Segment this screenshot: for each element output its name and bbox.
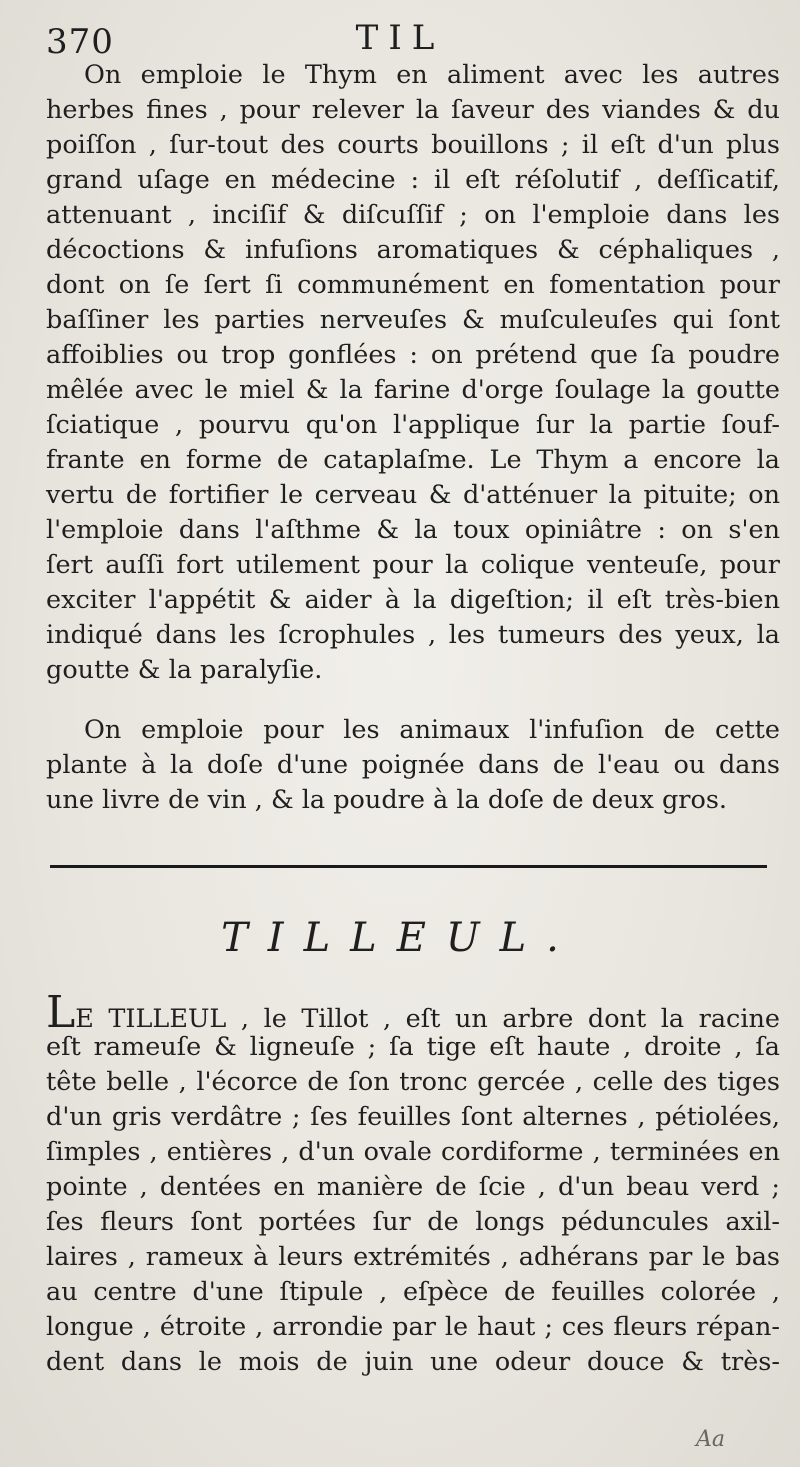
section-divider-rule <box>50 865 767 868</box>
text-line: ſimples , entières , d'un ovale cordiforme , terminées en <box>46 1137 780 1167</box>
drop-cap: L <box>46 987 76 1038</box>
text-line: ſciatique , pourvu qu'on l'applique ſur la partie ſouf- <box>46 410 780 440</box>
text-line: goutte & la paralyſie. <box>46 655 323 685</box>
text-line: exciter l'appétit & aider à la digeſtion; il eſt très-bien <box>46 585 780 615</box>
headword: E TILLEUL <box>75 1004 227 1034</box>
tilleul-paragraph <box>46 987 780 1380</box>
text-line: affoiblies ou trop gonflées : on prétend que ſa poudre <box>46 340 780 370</box>
text-line: indiqué dans les ſcrophules , les tumeurs des yeux, la <box>46 620 780 650</box>
first-line-text: , le Tillot , eſt un arbre dont la racine <box>240 1004 780 1034</box>
signature-mark: Aa <box>696 1427 726 1452</box>
text-line: longue , étroite , arrondie par le haut ; ces fleurs répan- <box>46 1312 780 1342</box>
text-line: grand uſage en médecine : il eſt réſolutif , deſſicatif, <box>46 165 780 195</box>
text-line-first <box>46 987 780 1038</box>
text-line: une livre de vin , & la poudre à la doſe de deux gros. <box>46 785 728 815</box>
text-line: d'un gris verdâtre ; ſes feuilles ſont alternes , pétiolées, <box>46 1102 780 1132</box>
text-line: laires , rameux à leurs extrémités , adhérans par le bas <box>46 1242 780 1272</box>
text-line: attenuant , inciſif & diſcuſſif ; on l'emploie dans les <box>46 200 780 230</box>
text-line: décoctions & infuſions aromatiques & céphaliques , <box>46 235 780 265</box>
text-line: au centre d'une ſtipule , eſpèce de feuilles colorée , <box>46 1277 780 1307</box>
page-number: 370 <box>46 22 114 62</box>
text-line: frante en forme de cataplaſme. Le Thym a encore la <box>46 445 780 475</box>
text-line: dont on ſe ſert ſi communément en fomentation pour <box>46 270 780 300</box>
text-line: dent dans le mois de juin une odeur douce & très- <box>46 1347 780 1377</box>
text-line: On emploie le Thym en aliment avec les autres <box>84 60 780 90</box>
text-line: vertu de fortifier le cerveau & d'atténuer la pituite; on <box>46 480 780 510</box>
thyme-animals-paragraph <box>46 713 780 818</box>
text-line: eſt rameuſe & ligneuſe ; ſa tige eſt haute , droite , ſa <box>46 1032 780 1062</box>
text-line: On emploie pour les animaux l'infuſion de cette <box>84 715 780 745</box>
text-line: mêlée avec le miel & la farine d'orge ſoulage la goutte <box>46 375 780 405</box>
text-line: ſes fleurs ſont portées ſur de longs péduncules axil- <box>46 1207 780 1237</box>
thyme-uses-paragraph <box>46 58 780 688</box>
text-line: herbes fines , pour relever la ſaveur des viandes & du <box>46 95 780 125</box>
running-head: TIL <box>355 18 445 58</box>
text-line: ſert auſſi fort utilement pour la colique venteuſe, pour <box>46 550 780 580</box>
text-line: plante à la doſe d'une poignée dans de l'eau ou dans <box>46 750 780 780</box>
text-line: poiſſon , ſur-tout des courts bouillons ; il eſt d'un plus <box>46 130 780 160</box>
text-line: l'emploie dans l'aſthme & la toux opiniâtre : on s'en <box>46 515 780 545</box>
section-title: TILLEUL. <box>221 915 579 961</box>
text-line: tête belle , l'écorce de ſon tronc gercée , celle des tiges <box>46 1067 780 1097</box>
text-line: pointe , dentées en manière de ſcie , d'un beau verd ; <box>46 1172 780 1202</box>
text-line: baſſiner les parties nerveuſes & muſculeuſes qui ſont <box>46 305 780 335</box>
